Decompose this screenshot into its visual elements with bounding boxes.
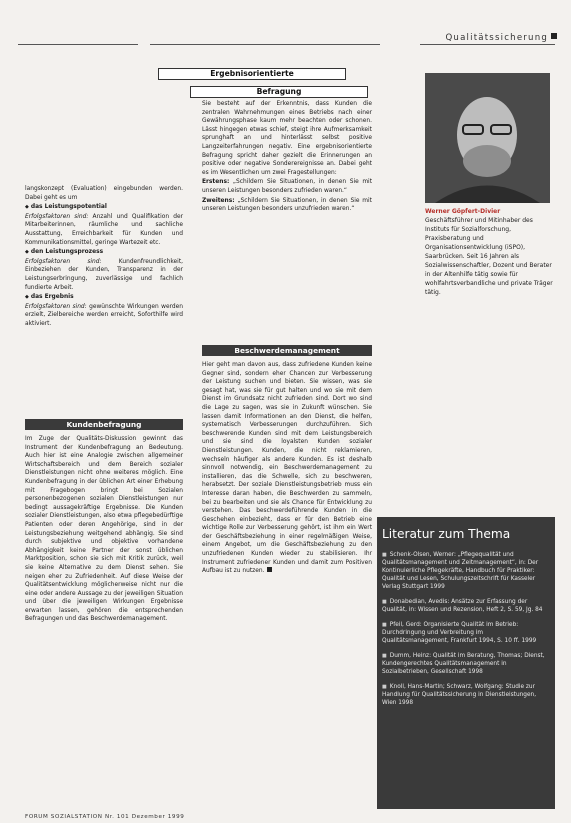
section-title: Qualitätssicherung: [445, 33, 548, 43]
erstens-text: „Schildern Sie Situationen, in denen Sie mit unseren Leistungen besonders zufrieden waren.“: [202, 179, 372, 194]
kundenbefragung-paragraph: Im Zuge der Qualitäts-Diskussion gewinnt das Instrument der Kundenbefragung an Bedeutung. Auch hier ist eine Analogie zwischen allgemeiner Wirtschaftsbereich und dem Bereich sozialer Dienstleistungen nicht ohne weiteres möglich. Eine Kundenbefragung in der üblichen Art einer Erhebung mit Fragebogen bringt bei Sozialen personenbezogenen sozialen Dienstleistungen nur bedingt aussagekräftige Ergebnisse. Die Kunden sozialer Dienstleistungen, also etwa pflegebedürftige Patienten oder deren Angehörige, sind in der Leistungsbeziehung weitgehend abhängig. Sie sind durch subjektive und objektive vorhandene Abhängigkeit keine Partner der sonst üblichen Marktposition, schon sie sich mit Kritik zurück, weil sie keine Alternative zu dem Dienst sehen. Sie neigen eher zu Zufriedenheit. Auf diese Weise der Qualitätsentwicklung möglicherweise nicht nur die eine oder andere Aussage zu der jeweiligen Situation und über die jeweiligen Wirkungen Ergebnisse erwarten lassen, gehören die entsprechenden Befragungen und das Beschwerdemanagement.: [25, 436, 183, 623]
literature-item: ■ Knoll, Hans-Martin; Schwarz, Wolfgang: Studie zur Handlung für Qualitätssicherung in Dienstleistungen, Wien 1998: [382, 683, 549, 707]
section-header: [445, 33, 557, 43]
heading-kundenbefragung: Kundenbefragung: [25, 419, 183, 430]
literature-item: ■ Schenk-Olsen, Werner: „Pflegequalität und Qualitätsmanagement und Zeitmanagement“, in: Der Kontinuierliche Pflegekräfte, Handbuch für Praktiker: Qualität und Lesen, Schulungszeitschrift für Kasseler Verlag Stuttgart 1999: [382, 551, 549, 591]
literature-item: ■ Pfeil, Gerd: Organisierte Qualität im Betrieb: Durchdringung und Verbreitung im Qualitätsmanagement, Frankfurt 1994, S. 10 ff. 1999: [382, 621, 549, 645]
bullet-text-2: [25, 258, 183, 292]
bullet-italic-1: Erfolgsfaktoren sind:: [25, 213, 89, 220]
bullet-title-3: ◆ das Ergebnis: [25, 293, 183, 302]
beschwerde-body: Hier geht man davon aus, dass zufriedene Kunden keine Gegner sind, sondern eher Chancen zur Verbesserung der Leistung suchen und bieten. Sie wissen, was sie gesagt hat, was sie für gut halten und wo sie mit dem Dienst im Grundsatz nicht zufrieden sind. Dort wo sind die Lage zu sagen, was sie in Zukunft wünschen. Sie lassen damit Informationen an den Dienst, die helfen, systematisch Verbesserungen durchzuführen. Sich beschwerende Kunden sind mit dem Leistungsbereich und sie sind die loyalsten Kunden sozialer Dienstleistungen. Kunden, die nicht reklamieren, wechseln häufiger als andere Kunden. Es ist deshalb sinnvoll notwendig, ein Beschwerdemanagement zu installieren, das die Schwelle, sich zu beschweren, herabsetzt. Der soziale Dienstleistungsbetrieb muss ein Interesse daran haben, die Beschwerden zu sammeln, bei zu bearbeiten und sie als Chance für Entwicklung zu verstehen. Das beschwerdeführende Kunden in die Geschehen einbezieht, dass er für den Betrieb eine wichtige Rolle zur Verbesserung gehört, ist ihm ein Wert der Geschäftsbeziehung in einer regelmäßigen Weise, einem Angebot, um die Geschäftsbeziehung zu den unzufriedenen Kunden wieder zu stabilisieren. Ihr Instrument zufriedener Kunden und damit zum Positiven Aufbau ist zu nutzen.: [202, 362, 372, 575]
literature-item: ■ Dumm, Heinz: Qualität im Beratung, Thomas; Dienst, Kundengerechtes Qualitätsmanagement in Sozialbetrieben, Gesellschaft 1998: [382, 652, 549, 676]
erstens-paragraph: [202, 178, 372, 195]
left-column: [25, 185, 183, 330]
header-square-icon: [551, 33, 557, 39]
bullet-title-2: ◆ den Leistungsprozess: [25, 248, 183, 257]
beschwerde-paragraph: [202, 361, 372, 576]
header-rule: [18, 44, 138, 45]
author-bio: Geschäftsführer und Mitinhaber des Instituts für Sozialforschung, Praxisberatung und Organisationsentwicklung (iSPO), Saarbrücken. Seit 16 Jahren als Sozialwissenschaftler, Dozent und Berater in der Altenhilfe tätig sowie für wohlfahrtsverbandliche und private Träger tätig.: [425, 217, 553, 296]
bullet-body-2: Kundenfreundlichkeit, Einbeziehen der Kunden, Transparenz in der Leistungserbringung, zuverlässige und fachlich fundierte Arbeit.: [25, 258, 183, 291]
bullet-body-1: Anzahl und Qualifikation der Mitarbeiterinnen, räumliche und sachliche Ausstattung, Erreichbarkeit für Kunden und Kommunikationsmittel, geringe Wartezeit etc.: [25, 213, 184, 246]
beschwerde-text: [202, 361, 372, 577]
bullet-text-3: [25, 303, 183, 329]
literature-item: ■ Donabedian, Avedis: Ansätze zur Erfassung der Qualität, in: Wissen und Rezension, Heft 2, S. 59, Jg. 84: [382, 598, 549, 614]
bullet-body-3: gewünschte Wirkungen werden erzielt, Zielbereiche werden erreicht, Soforthilfe wird aktiviert.: [25, 303, 183, 327]
header-rule-mid: [150, 44, 380, 45]
header-rule-right: [420, 44, 555, 45]
middle-column: [202, 100, 372, 215]
author-portrait-image: [425, 73, 550, 203]
zweitens-paragraph: [202, 197, 372, 214]
bullet-italic-3: Erfolgsfaktoren sind:: [25, 303, 87, 310]
end-square-icon: [267, 567, 272, 572]
literature-list: [377, 551, 555, 707]
literature-title: Literatur zum Thema: [382, 527, 511, 541]
heading-ergebnisorientierte: Ergebnisorientierte: [158, 68, 346, 80]
literature-box: [377, 517, 555, 809]
author-photo: [425, 73, 550, 203]
bullet-title-1: ◆ das Leistungspotential: [25, 203, 183, 212]
zweitens-label: Zweitens:: [202, 197, 235, 204]
bullet-italic-2: Erfolgsfaktoren sind:: [25, 258, 102, 265]
heading-befragung: Befragung: [190, 86, 368, 98]
zweitens-text: „Schildern Sie Situationen, in denen Sie mit unseren Leistungen besonders unzufrieden waren.“: [202, 197, 372, 213]
bullet-text-1: [25, 213, 183, 247]
left-intro: langskonzept (Evaluation) eingebunden werden. Dabei geht es um: [25, 186, 183, 201]
befragung-paragraph: Sie besteht auf der Erkenntnis, dass Kunden die zentralen Wahrnehmungen eines Betriebs nach einer Gewährungsphase kaum mehr beachten oder schonen. Lässt hingegen etwas schief, steigt ihre Aufmerksamkeit sprunghaft an und hinterlässt selbst positive Langzeiterfahrungen negativ. Eine ergebnisorientierte Befragung spricht daher gezielt die Erinnerungen an positive oder negative Sonderereignisse an. Dabei geht es im Wesentlichen um zwei Fragestellungen:: [202, 101, 372, 176]
heading-beschwerdemanagement: Beschwerdemanagement: [202, 345, 372, 356]
page-footer: FORUM SOZIALSTATION Nr. 101 Dezember 1999: [25, 814, 185, 820]
author-name: Werner Göpfert-Divier: [425, 208, 501, 215]
erstens-label: Erstens:: [202, 179, 230, 186]
kundenbefragung-text: [25, 435, 183, 625]
